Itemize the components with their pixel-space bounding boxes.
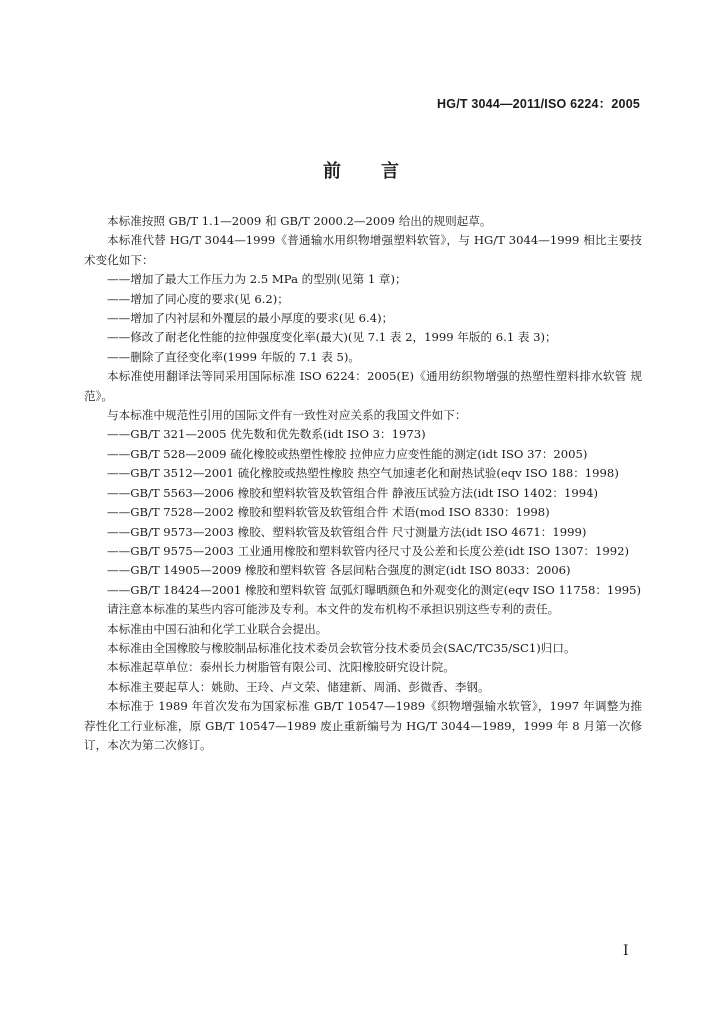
paragraph-administered-by: 本标准由全国橡胶与橡胶制品标准化技术委员会软管分技术委员会(SAC/TC35/SC1)归口。 (107, 640, 576, 655)
reference-item: ——GB/T 18424—2001 橡胶和塑料软管 氙弧灯曝晒颜色和外观变化的测定(eqv ISO 11758：1995) (107, 582, 641, 597)
paragraph-drafting-units: 本标准起草单位：泰州长力树脂管有限公司、沈阳橡胶研究设计院。 (107, 660, 455, 675)
paragraph-history: 本标准于 1989 年首次发布为国家标准 GB/T 10547—1989《织物增强输水软管》，1997 年调整为推荐性化工行业标准，原 GB/T 10547—1989 废止重新编号为 HG/T 3044—1989，1999 年 8 月第一次修订，本次为第二次修订。 (84, 699, 642, 752)
reference-item: ——GB/T 3512—2001 硫化橡胶或热塑性橡胶 热空气加速老化和耐热试验(eqv ISO 188：1998) (107, 466, 619, 481)
paragraph-proposed-by: 本标准由中国石油和化学工业联合会提出。 (107, 621, 328, 636)
reference-item: ——GB/T 9575—2003 工业通用橡胶和塑料软管内径尺寸及公差和长度公差(idt ISO 1307：1992) (107, 543, 630, 558)
foreword-body (84, 212, 642, 755)
change-item: ——修改了耐老化性能的拉伸强度变化率(最大)(见 7.1 表 2，1999 年版的 6.1 表 3)； (107, 330, 557, 345)
paragraph-adoption: 本标准使用翻译法等同采用国际标准 ISO 6224：2005(E)《通用纺织物增强的热塑性塑料排水软管 规范》。 (84, 369, 642, 403)
standard-code-header: HG/T 3044—2011/ISO 6224：2005 (437, 97, 640, 111)
title-char-2: 言 (381, 161, 401, 182)
reference-item: ——GB/T 321—2005 优先数和优先数系(idt ISO 3：1973) (107, 427, 426, 442)
title-char-1: 前 (323, 161, 343, 182)
reference-item: ——GB/T 9573—2003 橡胶、塑料软管及软管组合件 尺寸测量方法(idt ISO 4671：1999) (107, 524, 587, 539)
page-number: I (623, 943, 629, 959)
paragraph-patent-notice: 请注意本标准的某些内容可能涉及专利。本文件的发布机构不承担识别这些专利的责任。 (107, 602, 560, 617)
change-item: ——增加了内衬层和外覆层的最小厚度的要求(见 6.4)； (107, 311, 394, 326)
reference-item: ——GB/T 528—2009 硫化橡胶或热塑性橡胶 拉伸应力应变性能的测定(idt ISO 37：2005) (107, 446, 588, 461)
page-title (0, 157, 724, 183)
paragraph-drafting-rules: 本标准按照 GB/T 1.1—2009 和 GB/T 2000.2—2009 给出的规则起草。 (107, 214, 492, 228)
reference-item: ——GB/T 5563—2006 橡胶和塑料软管及软管组合件 静液压试验方法(idt ISO 1402：1994) (107, 485, 598, 500)
paragraph-drafters: 本标准主要起草人：姚勋、王玲、卢文荣、储建新、周涌、彭微香、李钢。 (107, 679, 490, 694)
paragraph-replaces: 本标准代替 HG/T 3044—1999《普通输水用织物增强塑料软管》，与 HG/T 3044—1999 相比主要技术变化如下： (84, 233, 642, 267)
reference-item: ——GB/T 7528—2002 橡胶和塑料软管及软管组合件 术语(mod ISO 8330：1998) (107, 505, 550, 520)
change-item: ——增加了最大工作压力为 2.5 MPa 的型别(见第 1 章)； (107, 272, 407, 287)
paragraph-references-intro: 与本标准中规范性引用的国际文件有一致性对应关系的我国文件如下： (107, 408, 467, 423)
change-item: ——增加了同心度的要求(见 6.2)； (107, 291, 289, 306)
change-item: ——删除了直径变化率(1999 年版的 7.1 表 5)。 (107, 349, 361, 364)
reference-item: ——GB/T 14905—2009 橡胶和塑料软管 各层间粘合强度的测定(idt ISO 8033：2006) (107, 563, 571, 578)
